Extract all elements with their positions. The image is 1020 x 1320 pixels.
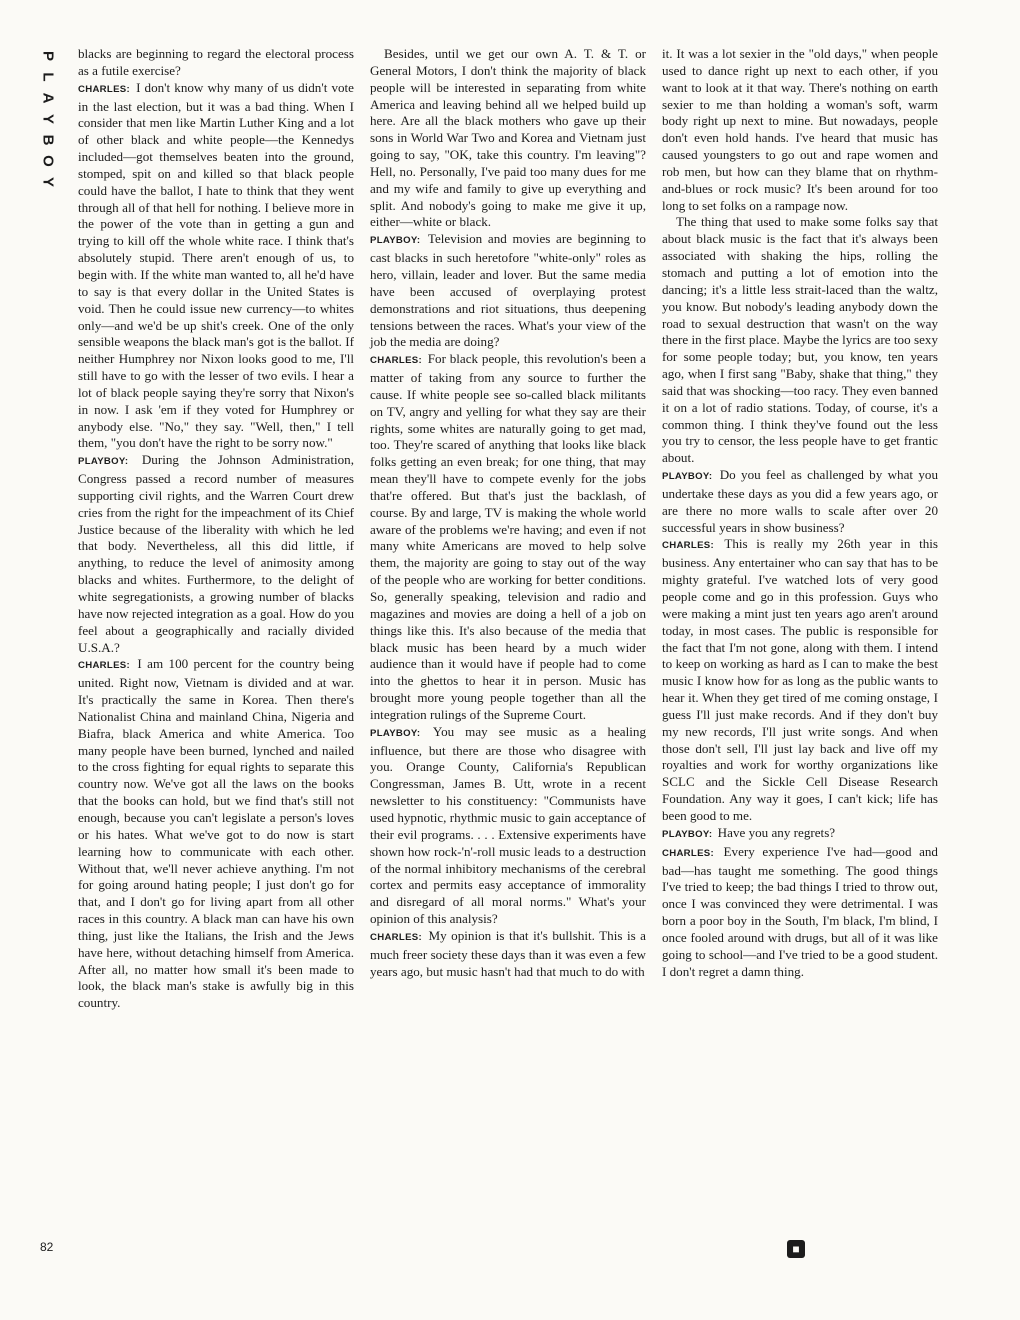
speaker-label: CHARLES: — [78, 660, 130, 672]
paragraph-text: I am 100 percent for the country being united. Right now, Vietnam is divided and at war. It's practically the same in Korea. Then there's Nationalist China and mainland China, Nigeria and Biafra, black America and white America. Too many people have been burned, lynched and nailed to the cross fighting for equal rights to separate this country now. We've got all the laws on the books that the books can hold, but we find that's still not enough, because you can't legislate a person's loves or his hates. What we've got to do now is start learning how to communicate with each other. Without that, we'll never achieve anything. I'm not for going around hating people; I just don't go for that, and I don't go for living apart from all other races in this country. A black man can have his own thing, just like the Italians, the Irish and the Jews have here, without detaching himself from America. After all, no matter how small it's been made to look, the black man's stake is awfully big in this country. — [78, 656, 354, 1011]
paragraph-text: My opinion is that it's bullshit. This is a much freer society these days than it was even a few years ago, but music hasn't had that much to do with — [370, 927, 646, 979]
paragraph-text: Do you feel as challenged by what you undertake these days as you did a few years ago, or are there no more walls to scale after over 20 successful years in show business? — [662, 467, 939, 535]
paragraph — [78, 80, 354, 453]
masthead-letter: A — [39, 92, 57, 105]
paragraph-text: For black people, this revolution's been a matter of taking from any source to further the cause. If white people see so-called black militants on TV, angry and yelling for what they say are their rights, some whites are naturally going to get mad, too. They're scared of anything that looks like black folks getting an even break; for one thing, that may mean they'll have to compete evenly for the jobs that're offered. But that's just the backlash, of course. By and large, TV is making the whole world aware of the problems we're having; and even if not many white Americans are moved to help solve them, the majority are going to stay out of the way of the people who are working for better conditions. So, generally speaking, television and radio and magazines and movies are doing a hell of a job on things like this. It's also because of the media that black music has been heard by a much wider audience than it would have if people had to come into the ghettos to hear it in person. Music has brought more young people together than all the integration rulings of the Supreme Court. — [370, 351, 646, 722]
paragraph — [662, 825, 938, 844]
speaker-label: PLAYBOY: — [662, 828, 713, 840]
paragraph-text: During the Johnson Administration, Congress passed a record number of measures supporting civil rights, and the Warren Court drew cries from the right for the impeachment of its Chief Justice because of the liberality with which he led that body. Nevertheless, all this did little, if anything, to reduce the level of animosity among blacks and whites. Furthermore, to the delight of white segregationists, a growing number of blacks have now rejected integration as a goal. How do you feel about a geographically and racially divided U.S.A.? — [78, 452, 354, 655]
speaker-label: PLAYBOY: — [370, 235, 421, 247]
paragraph-text: Have you any regrets? — [717, 824, 836, 840]
text-column-2 — [370, 46, 646, 980]
paragraph-text: You may see music as a healing influence, but there are those who disagree with you. Orange County, California's Republican Congressman, James B. Utt, wrote in a recent newsletter to his constituency: "Communists have used hypnotic, rhythmic music to gain acceptance of their evil programs. . . . Extensive experiments have shown how rock-'n'-roll music leads to a destruction of the normal inhibitory mechanisms of the cerebral cortex and permits easy acceptance of immorality and disregard of all moral norms." What's your opinion of this analysis? — [370, 723, 646, 927]
speaker-label: PLAYBOY: — [78, 456, 129, 468]
masthead-letter: O — [39, 155, 57, 168]
speaker-label: PLAYBOY: — [370, 727, 421, 739]
paragraph-text: This is really my 26th year in this business. Any entertainer who can say that has to be mighty grateful. I've watched lots of very good people come and go in this profession. Guys who were making a mint just ten years ago aren't around today, in most cases. The public is responsible for the fact that I'm not gone, along with them. I intend to keep on working as hard as I can to make the best music I know how for as long as the public wants to hear it. When they get tired of me coming onstage, I guess I'll just make records. And if they don't buy my new records, I'll just write songs. And when those don't sell, I'll just lay back and live off my royalties and work for worthy organizations like SCLC and the Sickle Cell Disease Research Foundation. Any way it goes, I can't kick; life has been good to me. — [662, 536, 938, 823]
paragraph-text: Every experience I've had—good and bad—has taught me something. The good things I've tried to keep; the bad things I tried to throw out, once I was convinced they were detrimental. I was born a poor boy in the South, I'm black, I'm blind, I once fooled around with drugs, but all of it was like going to school—and I've tried to be a good student. I don't regret a damn thing. — [662, 843, 938, 979]
paragraph-text: The thing that used to make some folks say that about black music is the fact that it's always been associated with shaking the hips, rolling the stomach and putting a lot of emotion into the dancing; it's a little less strait-laced than the waltz, you know. But nobody's leading anybody down the road to sexual destruction that wasn't on the way there in the first place. Maybe the lyrics are too sexy for some people today; but, you know, ten years ago, when I first sang "Baby, shake that thing," they said that was shocking—too racy. They even banned it on a lot of radio stations. Today, of course, it's a common thing. I think they've found out the less you try to censor, the less people have to get frantic about. — [662, 214, 938, 466]
speaker-label: CHARLES: — [662, 540, 714, 552]
paragraph — [78, 452, 354, 656]
masthead-letter: Y — [39, 176, 57, 188]
paragraph — [370, 724, 646, 928]
paragraph-text: I don't know why many of us didn't vote in the last election, but it was a bad thing. When I consider that men like Martin Luther King and a lot of other black and white people—the Kennedys included—got themselves beaten into the ground, stomped, spit on and killed so that black people could have the ballot, I hate to think that they went through all of that hell for nothing. I believe more in the power of the vote than in getting a gun and trying to kill off the whole white race. I think that's absolutely stupid. There aren't enough of us, to begin with. If the white man wanted to, all he'd have to say is that every dollar in the United States is void. Then he could issue new currency—to whites only—and we'd be up shit's creek. One of the only sensible weapons the black man's got is the ballot. If neither Humphrey nor Nixon looks good to me, I'll still have to go with the lesser of two evils. I hear a lot of black people saying they're sorry that Nixon's in now. I ask 'em if they voted for Humphrey or anybody else. "No," they say. "Well, then," I tell them, "you don't have the right to be sorry now." — [78, 79, 354, 451]
rabbit-head-end-mark-icon: ■ — [787, 1240, 805, 1258]
paragraph — [662, 214, 938, 467]
paragraph — [662, 536, 938, 824]
paragraph — [78, 46, 354, 80]
paragraph — [370, 928, 646, 981]
speaker-label: PLAYBOY: — [662, 471, 713, 483]
paragraph — [78, 656, 354, 1012]
paragraph-text: Besides, until we get our own A. T. & T. or General Motors, I don't think the majority of black people will be interested in separating from white America and leaving behind all we helped build up here. Are all the black mothers who gave up their sons in World War Two and Korea and Vietnam just going to say, "OK, take this country. I'm leaving"? Hell, no. Personally, I've paid too many dues for me and my wife and family to give up everything and split. And nobody's going to make me give it up, either—white or black. — [370, 46, 646, 230]
masthead-letter: L — [39, 72, 57, 83]
page-number: 82 — [40, 1240, 54, 1254]
paragraph-text: blacks are beginning to regard the electoral process as a futile exercise? — [78, 46, 354, 78]
speaker-label: CHARLES: — [78, 83, 130, 95]
playboy-masthead — [34, 46, 62, 193]
paragraph-text: it. It was a lot sexier in the "old days," when people used to dance right up next to each other, if you want to look at it that way. There's nothing on earth sexier to me than holding a woman's soft, warm body right up next to mine. But nowadays, people don't even hold hands. I've heard that music has caused youngsters to go out and rape women and rob men, but how can they blame that on rhythm-and-blues or rock music? It's been around for too long to set folks on a rampage now. — [662, 46, 938, 213]
paragraph — [370, 46, 646, 231]
text-column-3 — [662, 46, 938, 980]
paragraph — [662, 467, 938, 536]
speaker-label: CHARLES: — [662, 847, 714, 859]
masthead-letter: B — [39, 134, 57, 147]
speaker-label: CHARLES: — [370, 355, 422, 367]
masthead-letter: P — [39, 50, 57, 62]
text-column-1 — [78, 46, 354, 1012]
masthead-letter: Y — [39, 113, 57, 125]
paragraph — [370, 231, 646, 351]
paragraph — [662, 844, 938, 981]
speaker-label: CHARLES: — [370, 931, 422, 943]
paragraph — [370, 351, 646, 724]
paragraph-text: Television and movies are beginning to cast blacks in such heretofore "white-only" roles as hero, villain, leader and lover. But the same media have been accused of overplaying protest demonstrations and riot situations, thus deepening tensions between the races. What's your view of the job the media are doing? — [370, 231, 646, 350]
paragraph — [662, 46, 938, 214]
